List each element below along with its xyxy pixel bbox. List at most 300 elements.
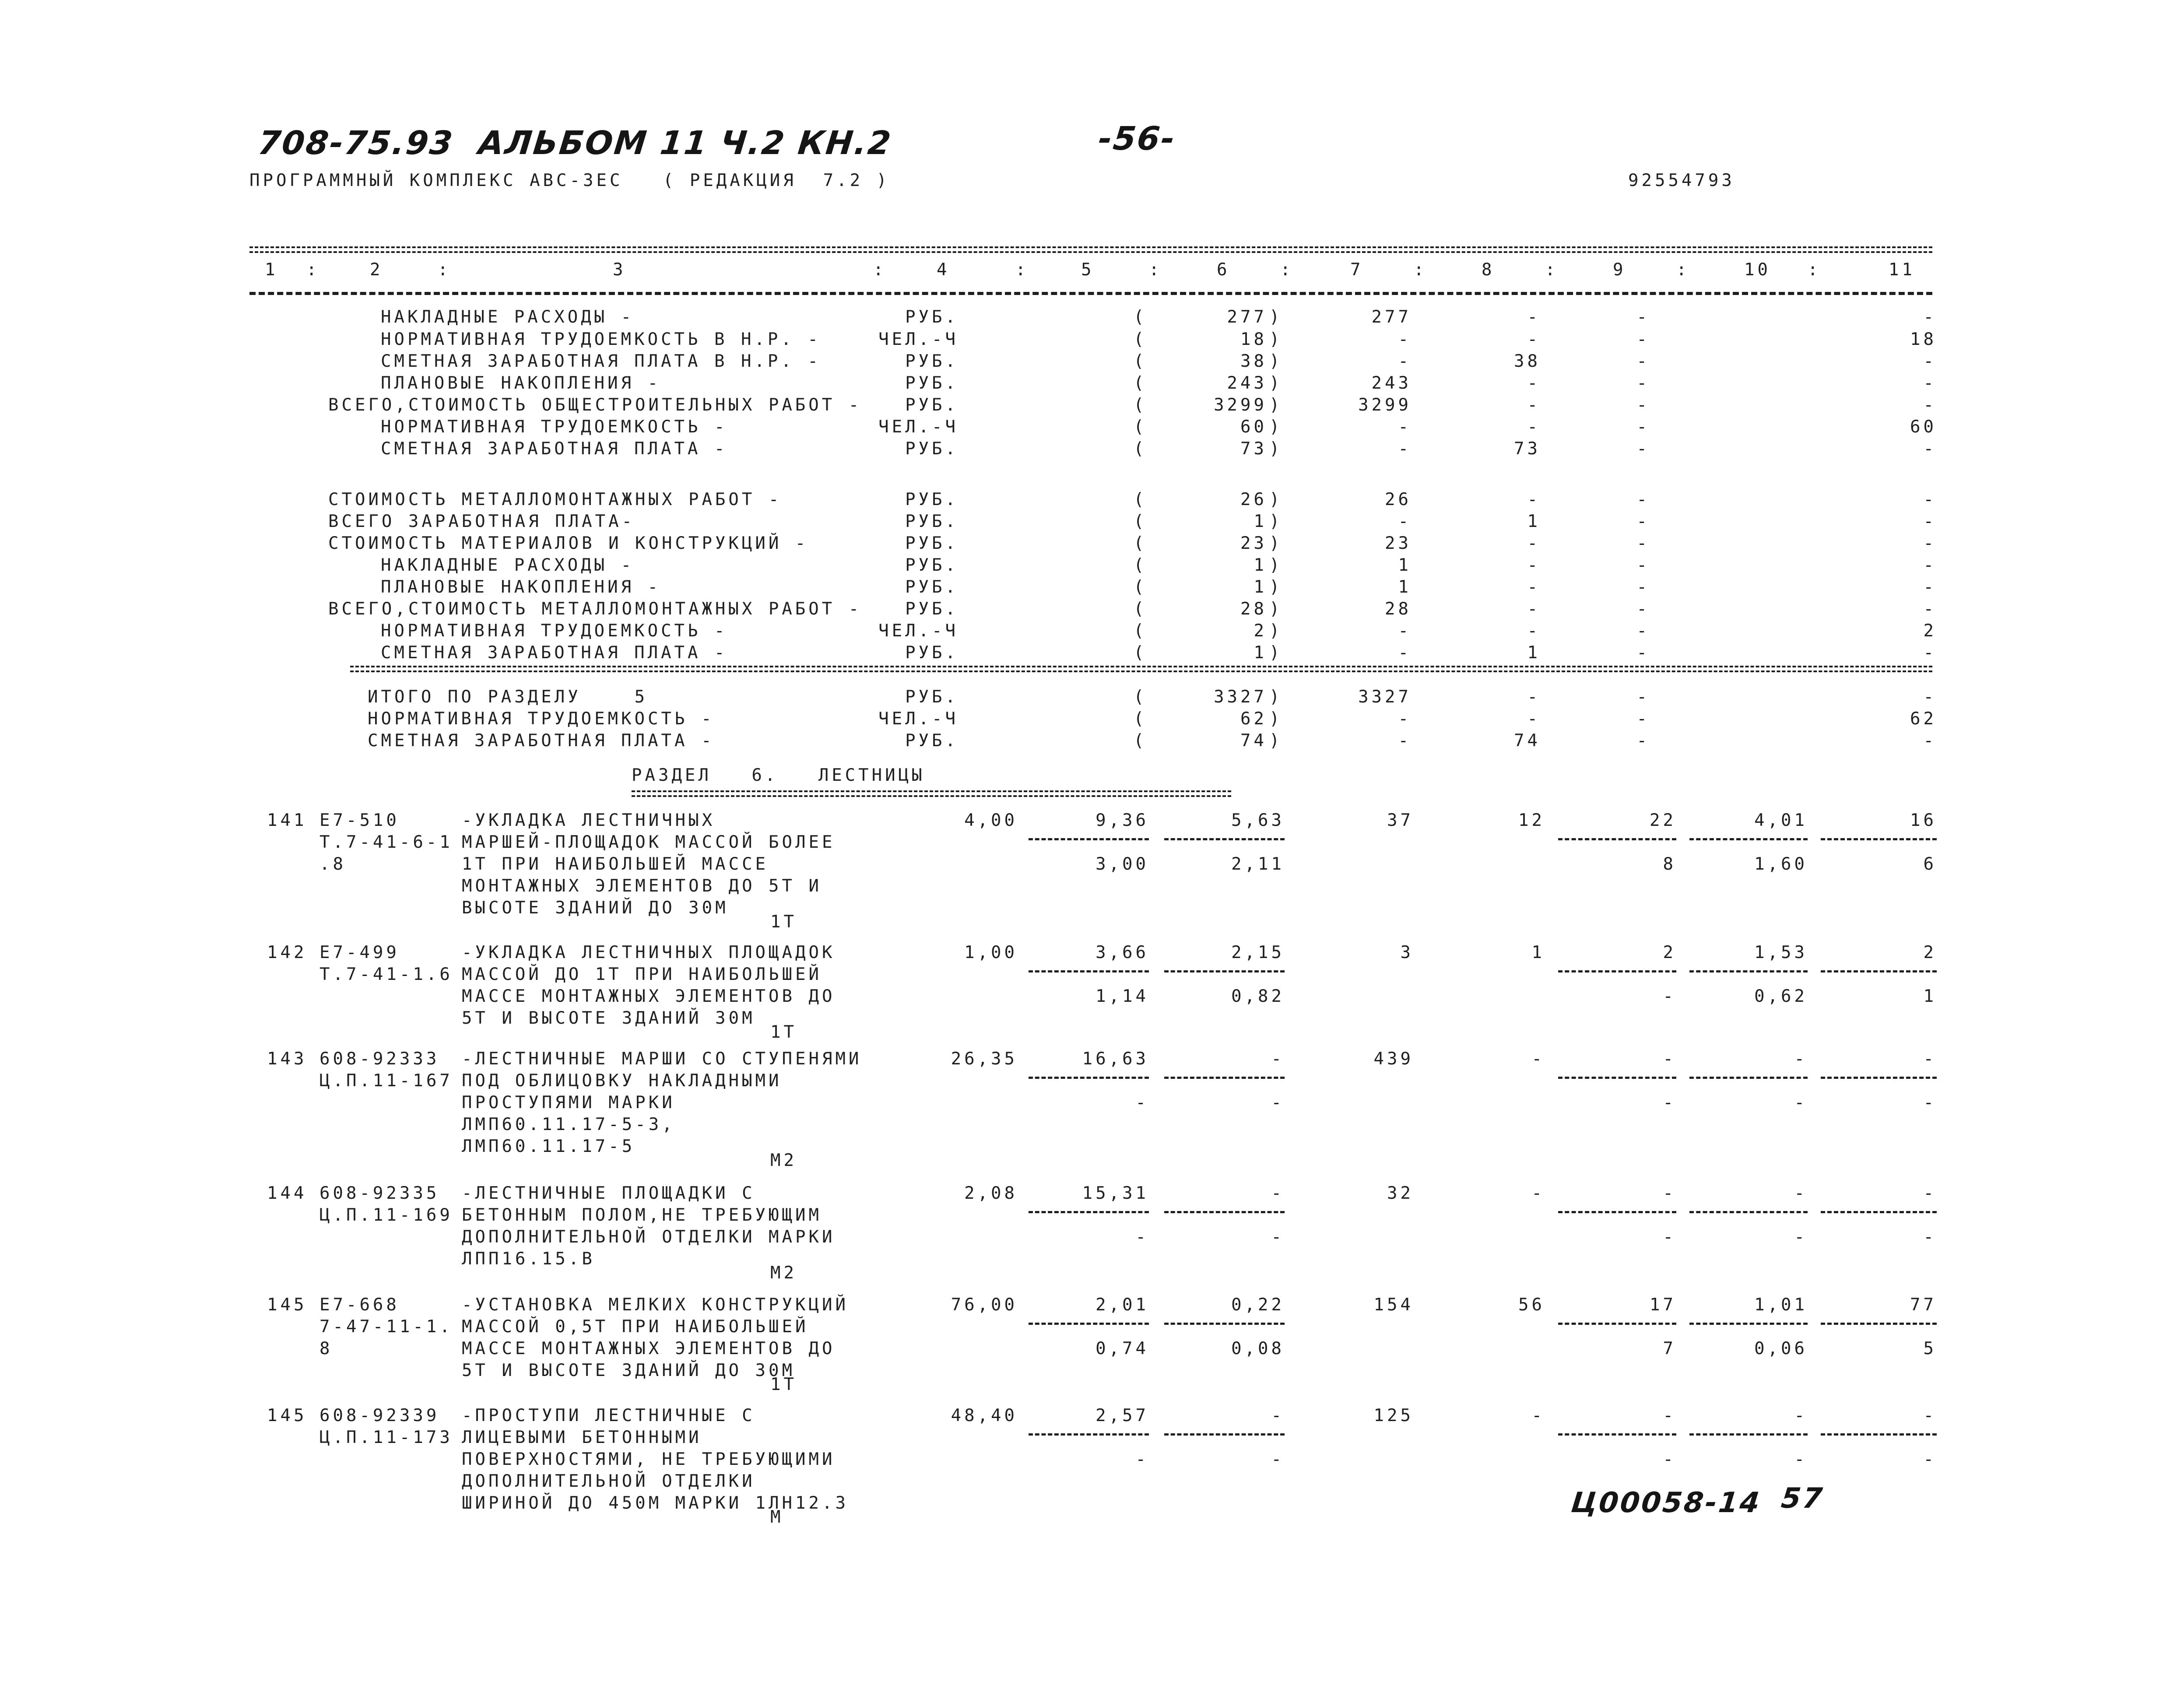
- summary-col8: -: [1527, 599, 1541, 619]
- column-separator: :: [1149, 260, 1162, 280]
- summary-col9: -: [1636, 621, 1650, 641]
- item-col6-sub: -: [1271, 1450, 1285, 1469]
- paren-open: (: [1134, 307, 1147, 327]
- item-unit: 1Т: [770, 912, 797, 932]
- summary-col11: -: [1923, 731, 1937, 751]
- summary-col8: -: [1527, 709, 1541, 729]
- item-col7: 3: [1400, 943, 1414, 962]
- item-col6-sub: 0,82: [1231, 986, 1285, 1006]
- item-col9-sub: -: [1663, 986, 1676, 1006]
- paren-close: ): [1269, 330, 1283, 349]
- summary-label: ПЛАНОВЫЕ НАКОПЛЕНИЯ -: [381, 373, 661, 393]
- item-col10-sub: 1,60: [1754, 854, 1808, 874]
- subtotal-dash: [1821, 970, 1937, 972]
- item-unit: 1Т: [770, 1375, 797, 1394]
- item-description: ВЫСОТЕ ЗДАНИЙ ДО 30М: [462, 898, 729, 918]
- subtotal-dash: [1821, 1211, 1937, 1213]
- paren-close: ): [1269, 417, 1283, 437]
- item-col5-sub: -: [1135, 1450, 1149, 1469]
- summary-label: СМЕТНАЯ ЗАРАБОТНАЯ ПЛАТА -: [368, 731, 715, 751]
- summary-col8: -: [1527, 417, 1541, 437]
- item-unit: М2: [770, 1151, 797, 1170]
- summary-col9: -: [1636, 577, 1650, 597]
- column-separator: :: [1676, 260, 1690, 280]
- paren-close: ): [1269, 439, 1283, 459]
- item-description: МАССОЙ ДО 1Т ПРИ НАИБОЛЬШЕЙ: [462, 965, 822, 984]
- item-number: 142: [267, 943, 307, 962]
- column-header-6: 6: [1217, 260, 1230, 280]
- summary-unit: ЧЕЛ.-Ч: [878, 330, 959, 349]
- summary-unit: РУБ.: [905, 534, 959, 553]
- item-col9-sub: -: [1663, 1227, 1676, 1247]
- summary-unit: ЧЕЛ.-Ч: [878, 621, 959, 641]
- summary-label: СМЕТНАЯ ЗАРАБОТНАЯ ПЛАТА В Н.Р. -: [381, 351, 821, 371]
- subtotal-dash: [1558, 970, 1676, 972]
- subtotal-dash: [1689, 1433, 1808, 1436]
- paren-open: (: [1134, 687, 1147, 707]
- item-col10: -: [1794, 1049, 1808, 1069]
- item-col7: 37: [1387, 811, 1414, 830]
- subtotal-dash: [1689, 838, 1808, 840]
- item-description: -ЛЕСТНИЧНЫЕ ПЛОЩАДКИ С: [462, 1183, 755, 1203]
- subtotal-dash: [1558, 1077, 1676, 1079]
- item-description: ПОВЕРХНОСТЯМИ, НЕ ТРЕБУЮЩИМИ: [462, 1450, 836, 1469]
- subtotal-dash: [1689, 970, 1808, 972]
- item-description: ПРОСТУПЯМИ МАРКИ: [462, 1093, 675, 1113]
- summary-col8: 74: [1514, 731, 1541, 751]
- summary-label: НОРМАТИВНАЯ ТРУДОЕМКОСТЬ -: [368, 709, 715, 729]
- total-separator-rule: [350, 666, 1932, 672]
- summary-unit: РУБ.: [905, 643, 959, 663]
- summary-paren-value: 1: [1254, 643, 1267, 663]
- subtotal-dash: [1164, 1433, 1285, 1436]
- summary-col8: -: [1527, 490, 1541, 509]
- summary-col7: -: [1398, 417, 1412, 437]
- column-separator: :: [438, 260, 451, 280]
- item-unit: 1Т: [770, 1022, 797, 1042]
- item-code: 608-92335: [320, 1183, 440, 1203]
- summary-col7: 1: [1398, 577, 1412, 597]
- item-code: 608-92333: [320, 1049, 440, 1069]
- item-col10-sub: 0,62: [1754, 986, 1808, 1006]
- item-description: 5Т И ВЫСОТЕ ЗДАНИЙ 30М: [462, 1008, 755, 1028]
- column-header-10: 10: [1744, 260, 1771, 280]
- summary-unit: РУБ.: [905, 555, 959, 575]
- summary-col11: 62: [1910, 709, 1937, 729]
- header-bottom-rule: [249, 292, 1932, 295]
- item-description: -УКЛАДКА ЛЕСТНИЧНЫХ: [462, 811, 716, 830]
- subtotal-dash: [1164, 1077, 1285, 1079]
- subtotal-dash: [1029, 970, 1149, 972]
- paren-close: ): [1269, 577, 1283, 597]
- summary-col7: -: [1398, 731, 1412, 751]
- item-description: ЛИЦЕВЫМИ БЕТОННЫМИ: [462, 1428, 702, 1447]
- summary-paren-value: 28: [1240, 599, 1267, 619]
- item-col5-sub: -: [1135, 1227, 1149, 1247]
- paren-open: (: [1134, 534, 1147, 553]
- summary-label: ВСЕГО,СТОИМОСТЬ МЕТАЛЛОМОНТАЖНЫХ РАБОТ -: [328, 599, 862, 619]
- paren-open: (: [1134, 330, 1147, 349]
- item-code: Ц.П.11-169: [320, 1205, 453, 1225]
- summary-col11: -: [1923, 577, 1937, 597]
- summary-paren-value: 60: [1240, 417, 1267, 437]
- item-col6: -: [1271, 1183, 1285, 1203]
- summary-unit: РУБ.: [905, 439, 959, 459]
- subtotal-dash: [1821, 838, 1937, 840]
- item-col10-sub: 0,06: [1754, 1339, 1808, 1359]
- item-col6: 5,63: [1231, 811, 1285, 830]
- column-separator: :: [1545, 260, 1559, 280]
- summary-col11: -: [1923, 687, 1937, 707]
- paren-close: ): [1269, 395, 1283, 415]
- paren-open: (: [1134, 599, 1147, 619]
- summary-col11: 2: [1923, 621, 1937, 641]
- item-col8: -: [1531, 1406, 1545, 1425]
- item-col5: 16,63: [1082, 1049, 1149, 1069]
- summary-col11: -: [1923, 351, 1937, 371]
- summary-label: НОРМАТИВНАЯ ТРУДОЕМКОСТЬ -: [381, 621, 728, 641]
- summary-col9: -: [1636, 439, 1650, 459]
- item-col8: 1: [1531, 943, 1545, 962]
- column-separator: :: [873, 260, 887, 280]
- column-separator: :: [1015, 260, 1029, 280]
- paren-close: ): [1269, 307, 1283, 327]
- paren-close: ): [1269, 534, 1283, 553]
- item-number: 141: [267, 811, 307, 830]
- item-col8: -: [1531, 1183, 1545, 1203]
- subtotal-dash: [1689, 1323, 1808, 1325]
- summary-col9: -: [1636, 330, 1650, 349]
- summary-paren-value: 18: [1240, 330, 1267, 349]
- item-code: Ц.П.11-167: [320, 1071, 453, 1091]
- summary-paren-value: 62: [1240, 709, 1267, 729]
- item-col5-sub: -: [1135, 1093, 1149, 1113]
- summary-unit: РУБ.: [905, 599, 959, 619]
- summary-paren-value: 3299: [1214, 395, 1267, 415]
- item-col8: 12: [1518, 811, 1545, 830]
- item-description: МАССЕ МОНТАЖНЫХ ЭЛЕМЕНТОВ ДО: [462, 1339, 836, 1359]
- summary-unit: ЧЕЛ.-Ч: [878, 709, 959, 729]
- column-header-1: 1: [265, 260, 278, 280]
- item-code: 8: [320, 1339, 333, 1359]
- summary-col11: -: [1923, 307, 1937, 327]
- summary-label: СТОИМОСТЬ МАТЕРИАЛОВ И КОНСТРУКЦИЙ -: [328, 534, 809, 553]
- column-separator: :: [1280, 260, 1294, 280]
- summary-col11: -: [1923, 490, 1937, 509]
- item-col11-sub: 1: [1923, 986, 1937, 1006]
- item-number: 144: [267, 1183, 307, 1203]
- item-quantity: 48,40: [951, 1406, 1018, 1425]
- summary-col7: -: [1398, 439, 1412, 459]
- paren-close: ): [1269, 490, 1283, 509]
- summary-paren-value: 74: [1240, 731, 1267, 751]
- section-title-underline: [632, 790, 1231, 797]
- paren-close: ): [1269, 351, 1283, 371]
- summary-col9: -: [1636, 643, 1650, 663]
- summary-label: НАКЛАДНЫЕ РАСХОДЫ -: [381, 555, 635, 575]
- subtotal-dash: [1689, 1077, 1808, 1079]
- summary-paren-value: 1: [1254, 555, 1267, 575]
- program-title: ПРОГРАММНЫЙ КОМПЛЕКС АВС-3ЕС ( РЕДАКЦИЯ 7.2 ): [249, 171, 890, 190]
- subtotal-dash: [1029, 1323, 1149, 1325]
- summary-col7: 28: [1385, 599, 1412, 619]
- item-quantity: 26,35: [951, 1049, 1018, 1069]
- summary-col9: -: [1636, 687, 1650, 707]
- summary-col7: 3327: [1358, 687, 1412, 707]
- summary-col7: -: [1398, 643, 1412, 663]
- album-note: 708-75.93 АЛЬБОМ 11 Ч.2 КН.2: [256, 124, 894, 162]
- item-quantity: 2,08: [964, 1183, 1018, 1203]
- item-unit: М: [770, 1507, 784, 1527]
- summary-paren-value: 26: [1240, 490, 1267, 509]
- subtotal-dash: [1164, 970, 1285, 972]
- item-col8: -: [1531, 1049, 1545, 1069]
- summary-paren-value: 277: [1227, 307, 1267, 327]
- summary-col8: -: [1527, 395, 1541, 415]
- item-col9: 2: [1663, 943, 1676, 962]
- subtotal-dash: [1558, 838, 1676, 840]
- item-description: ДОПОЛНИТЕЛЬНОЙ ОТДЕЛКИ МАРКИ: [462, 1227, 836, 1247]
- item-col11-sub: 6: [1923, 854, 1937, 874]
- summary-col8: 1: [1527, 512, 1541, 531]
- item-col5-sub: 0,74: [1096, 1339, 1149, 1359]
- summary-col9: -: [1636, 534, 1650, 553]
- paren-open: (: [1134, 709, 1147, 729]
- item-col9-sub: 8: [1663, 854, 1676, 874]
- item-number: 143: [267, 1049, 307, 1069]
- paren-close: ): [1269, 687, 1283, 707]
- item-description: -ЛЕСТНИЧНЫЕ МАРШИ СО СТУПЕНЯМИ: [462, 1049, 862, 1069]
- summary-col11: -: [1923, 439, 1937, 459]
- item-description: ПОД ОБЛИЦОВКУ НАКЛАДНЫМИ: [462, 1071, 782, 1091]
- summary-paren-value: 38: [1240, 351, 1267, 371]
- item-col10-sub: -: [1794, 1450, 1808, 1469]
- summary-unit: ЧЕЛ.-Ч: [878, 417, 959, 437]
- paren-open: (: [1134, 351, 1147, 371]
- summary-col8: -: [1527, 687, 1541, 707]
- summary-col8: -: [1527, 555, 1541, 575]
- paren-close: ): [1269, 599, 1283, 619]
- summary-unit: РУБ.: [905, 307, 959, 327]
- item-col5: 3,66: [1096, 943, 1149, 962]
- item-col11-sub: -: [1923, 1450, 1937, 1469]
- summary-col9: -: [1636, 417, 1650, 437]
- summary-col8: -: [1527, 577, 1541, 597]
- paren-close: ): [1269, 643, 1283, 663]
- item-col10: 4,01: [1754, 811, 1808, 830]
- column-separator: :: [1808, 260, 1821, 280]
- item-col5-sub: 3,00: [1096, 854, 1149, 874]
- item-col11-sub: 5: [1923, 1339, 1937, 1359]
- item-col9: -: [1663, 1183, 1676, 1203]
- paren-close: ): [1269, 555, 1283, 575]
- item-col5-sub: 1,14: [1096, 986, 1149, 1006]
- summary-col8: -: [1527, 373, 1541, 393]
- column-header-5: 5: [1081, 260, 1095, 280]
- item-col11: -: [1923, 1049, 1937, 1069]
- item-col10-sub: -: [1794, 1093, 1808, 1113]
- summary-col7: 277: [1371, 307, 1412, 327]
- column-header-4: 4: [937, 260, 950, 280]
- summary-col11: -: [1923, 643, 1937, 663]
- summary-col7: -: [1398, 621, 1412, 641]
- item-col6-sub: 0,08: [1231, 1339, 1285, 1359]
- summary-col8: 1: [1527, 643, 1541, 663]
- summary-paren-value: 3327: [1214, 687, 1267, 707]
- item-description: БЕТОННЫМ ПОЛОМ,НЕ ТРЕБУЮЩИМ: [462, 1205, 822, 1225]
- column-header-8: 8: [1482, 260, 1495, 280]
- item-quantity: 4,00: [964, 811, 1018, 830]
- summary-col9: -: [1636, 512, 1650, 531]
- subtotal-dash: [1029, 1211, 1149, 1213]
- paren-open: (: [1134, 731, 1147, 751]
- subtotal-dash: [1821, 1433, 1937, 1436]
- item-col7: 32: [1387, 1183, 1414, 1203]
- item-col8: 56: [1518, 1295, 1545, 1315]
- item-col9: -: [1663, 1406, 1676, 1425]
- subtotal-dash: [1029, 838, 1149, 840]
- paren-open: (: [1134, 439, 1147, 459]
- item-col6-sub: 2,11: [1231, 854, 1285, 874]
- summary-col7: -: [1398, 512, 1412, 531]
- item-number: 145: [267, 1295, 307, 1315]
- summary-unit: РУБ.: [905, 731, 959, 751]
- subtotal-dash: [1689, 1211, 1808, 1213]
- summary-col9: -: [1636, 490, 1650, 509]
- item-unit: М2: [770, 1263, 797, 1283]
- item-col9-sub: -: [1663, 1093, 1676, 1113]
- summary-col7: 243: [1371, 373, 1412, 393]
- item-col7: 154: [1373, 1295, 1414, 1315]
- summary-col7: 26: [1385, 490, 1412, 509]
- summary-col9: -: [1636, 373, 1650, 393]
- summary-col9: -: [1636, 307, 1650, 327]
- summary-unit: РУБ.: [905, 687, 959, 707]
- item-quantity: 76,00: [951, 1295, 1018, 1315]
- item-col9-sub: -: [1663, 1450, 1676, 1469]
- item-col11: 16: [1910, 811, 1937, 830]
- item-col6-sub: -: [1271, 1227, 1285, 1247]
- handwritten-page: 57: [1780, 1482, 1826, 1515]
- summary-col11: 60: [1910, 417, 1937, 437]
- item-description: -УКЛАДКА ЛЕСТНИЧНЫХ ПЛОЩАДОК: [462, 943, 836, 962]
- summary-paren-value: 2: [1254, 621, 1267, 641]
- paren-open: (: [1134, 643, 1147, 663]
- summary-col7: -: [1398, 330, 1412, 349]
- item-col9: -: [1663, 1049, 1676, 1069]
- item-col10: 1,01: [1754, 1295, 1808, 1315]
- summary-unit: РУБ.: [905, 512, 959, 531]
- summary-unit: РУБ.: [905, 395, 959, 415]
- item-description: ЛМП60.11.17-5: [462, 1137, 636, 1156]
- subtotal-dash: [1029, 1433, 1149, 1436]
- summary-col8: 73: [1514, 439, 1541, 459]
- summary-paren-value: 1: [1254, 512, 1267, 531]
- summary-label: СМЕТНАЯ ЗАРАБОТНАЯ ПЛАТА -: [381, 439, 728, 459]
- item-description: МАССОЙ 0,5Т ПРИ НАИБОЛЬШЕЙ: [462, 1317, 809, 1337]
- summary-label: ИТОГО ПО РАЗДЕЛУ 5: [368, 687, 648, 707]
- section-title: РАЗДЕЛ 6. ЛЕСТНИЦЫ: [632, 765, 925, 785]
- paren-close: ): [1269, 731, 1283, 751]
- column-separator: :: [1414, 260, 1427, 280]
- summary-col11: -: [1923, 534, 1937, 553]
- item-col10-sub: -: [1794, 1227, 1808, 1247]
- item-description: -УСТАНОВКА МЕЛКИХ КОНСТРУКЦИЙ: [462, 1295, 849, 1315]
- item-col11: -: [1923, 1406, 1937, 1425]
- summary-col7: 3299: [1358, 395, 1412, 415]
- paren-close: ): [1269, 709, 1283, 729]
- summary-col11: -: [1923, 373, 1937, 393]
- item-col11: 2: [1923, 943, 1937, 962]
- item-col10: 1,53: [1754, 943, 1808, 962]
- item-col11-sub: -: [1923, 1093, 1937, 1113]
- item-col9-sub: 7: [1663, 1339, 1676, 1359]
- summary-col9: -: [1636, 709, 1650, 729]
- summary-col11: -: [1923, 599, 1937, 619]
- item-col7: 439: [1373, 1049, 1414, 1069]
- summary-label: НОРМАТИВНАЯ ТРУДОЕМКОСТЬ В Н.Р. -: [381, 330, 821, 349]
- summary-col11: -: [1923, 555, 1937, 575]
- paren-close: ): [1269, 621, 1283, 641]
- header-top-rule: [249, 246, 1932, 253]
- summary-paren-value: 73: [1240, 439, 1267, 459]
- subtotal-dash: [1164, 838, 1285, 840]
- item-code: Е7-668: [320, 1295, 400, 1315]
- summary-paren-value: 1: [1254, 577, 1267, 597]
- item-col5: 9,36: [1096, 811, 1149, 830]
- item-code: .8: [320, 854, 346, 874]
- subtotal-dash: [1558, 1211, 1676, 1213]
- item-col10: -: [1794, 1183, 1808, 1203]
- summary-col11: -: [1923, 395, 1937, 415]
- summary-col9: -: [1636, 351, 1650, 371]
- paren-open: (: [1134, 417, 1147, 437]
- summary-col9: -: [1636, 599, 1650, 619]
- summary-col9: -: [1636, 555, 1650, 575]
- column-header-9: 9: [1613, 260, 1626, 280]
- summary-col9: -: [1636, 731, 1650, 751]
- subtotal-dash: [1821, 1323, 1937, 1325]
- column-header-7: 7: [1350, 260, 1364, 280]
- paren-open: (: [1134, 555, 1147, 575]
- summary-label: ВСЕГО ЗАРАБОТНАЯ ПЛАТА-: [328, 512, 636, 531]
- item-description: ШИРИНОЙ ДО 450М МАРКИ 1ЛН12.3: [462, 1493, 849, 1513]
- subtotal-dash: [1029, 1077, 1149, 1079]
- item-description: МОНТАЖНЫХ ЭЛЕМЕНТОВ ДО 5Т И: [462, 876, 822, 896]
- page-number: -56-: [1096, 120, 1178, 158]
- paren-open: (: [1134, 577, 1147, 597]
- item-code: 608-92339: [320, 1406, 440, 1425]
- item-code: 7-47-11-1.: [320, 1317, 453, 1337]
- item-description: МАССЕ МОНТАЖНЫХ ЭЛЕМЕНТОВ ДО: [462, 986, 836, 1006]
- item-description: ЛМП60.11.17-5-3,: [462, 1115, 675, 1134]
- column-header-11: 11: [1889, 260, 1915, 280]
- paren-open: (: [1134, 490, 1147, 509]
- summary-col8: 38: [1514, 351, 1541, 371]
- item-code: Е7-499: [320, 943, 400, 962]
- item-col5: 15,31: [1082, 1183, 1149, 1203]
- column-separator: :: [306, 260, 320, 280]
- item-col9: 22: [1650, 811, 1676, 830]
- summary-col8: -: [1527, 534, 1541, 553]
- item-col6: -: [1271, 1049, 1285, 1069]
- item-code: Е7-510: [320, 811, 400, 830]
- summary-unit: РУБ.: [905, 351, 959, 371]
- subtotal-dash: [1821, 1077, 1937, 1079]
- summary-label: СМЕТНАЯ ЗАРАБОТНАЯ ПЛАТА -: [381, 643, 728, 663]
- paren-open: (: [1134, 621, 1147, 641]
- summary-label: ВСЕГО,СТОИМОСТЬ ОБЩЕСТРОИТЕЛЬНЫХ РАБОТ -: [328, 395, 862, 415]
